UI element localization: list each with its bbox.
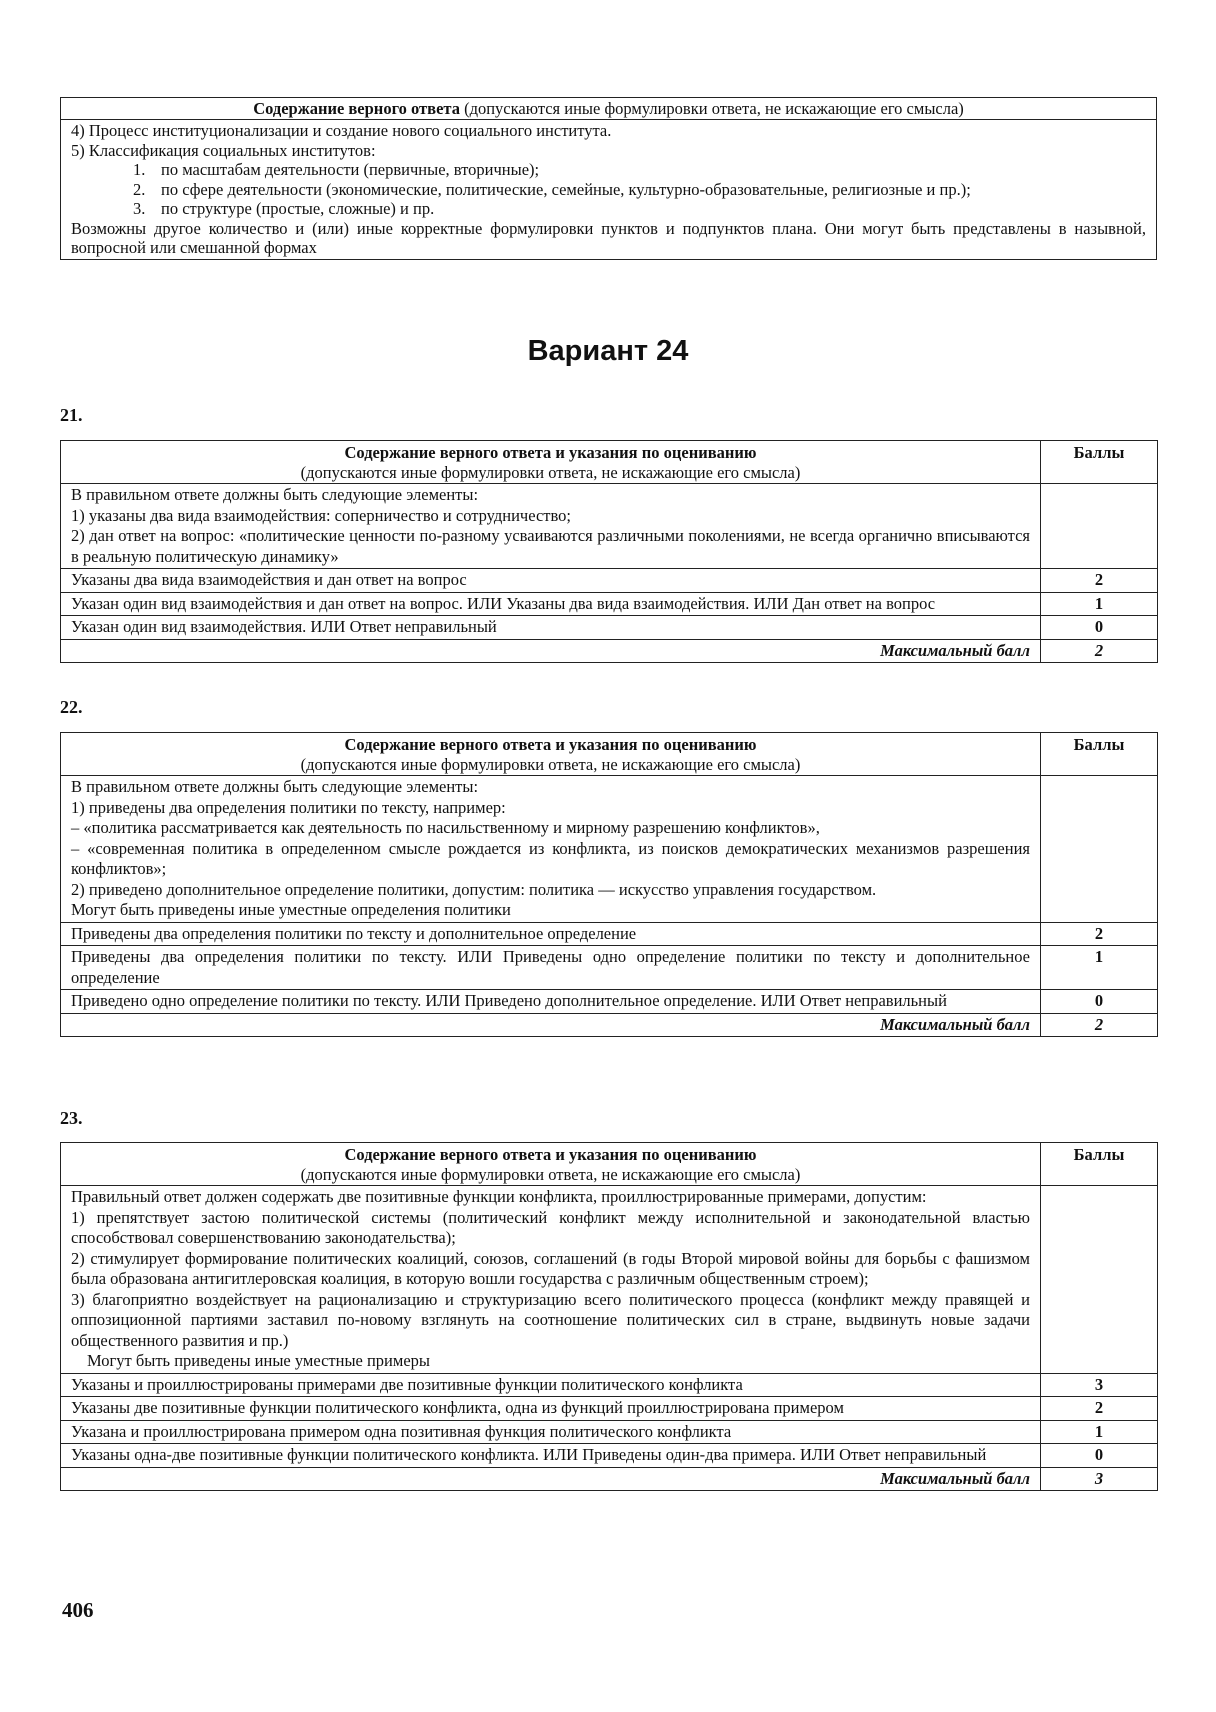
question-number-23: 23. — [60, 1108, 83, 1128]
content-line: Могут быть приведены иные уместные примеры — [87, 1351, 430, 1370]
criterion-score: 0 — [1041, 616, 1158, 640]
plan-header-rest: (допускаются иные формулировки ответа, не искажающие его смысла) — [459, 99, 964, 118]
question-number-22: 22. — [60, 697, 83, 717]
empty-score-cell — [1041, 1186, 1158, 1374]
answer-content — [61, 1186, 1041, 1374]
criteria-header-note: (допускаются иные формулировки ответа, не искажающие его смысла) — [300, 463, 801, 482]
plan-answer-table — [60, 97, 1157, 260]
plan-item-5: 5) Классификация социальных институтов: — [71, 140, 376, 160]
criterion-score: 1 — [1041, 1420, 1158, 1444]
max-score-label: Максимальный балл — [61, 1013, 1041, 1037]
criterion-text: Указан один вид взаимодействия и дан ответ на вопрос. ИЛИ Указаны два вида взаимодействия. ИЛИ Дан ответ на вопрос — [61, 592, 1041, 616]
table-row — [61, 1373, 1158, 1397]
plan-subitem-number: 2. — [133, 179, 146, 199]
variant-title: Вариант 24 — [527, 335, 689, 367]
plan-subitem-number: 1. — [133, 160, 146, 179]
table-row — [61, 922, 1158, 946]
table-row — [61, 946, 1158, 990]
plan-note: Возможны другое количество и (или) иные корректные формулировки пунктов и подпунктов плана. Они могут быть представлены в назывной, вопросной или смешанной формах — [71, 218, 1146, 257]
table-row — [61, 569, 1158, 593]
max-score-label: Максимальный балл — [61, 639, 1041, 663]
plan-subitem-number: 3. — [133, 199, 146, 218]
criteria-header-title: Содержание верного ответа и указания по оцениванию — [344, 443, 757, 462]
max-score-row — [61, 639, 1158, 663]
criteria-header — [61, 1143, 1041, 1186]
table-row — [61, 592, 1158, 616]
criterion-text: Указаны одна-две позитивные функции политического конфликта. ИЛИ Приведены один-два примера. ИЛИ Ответ неправильный — [61, 1444, 1041, 1468]
criterion-text: Указаны два вида взаимодействия и дан ответ на вопрос — [61, 569, 1041, 593]
plan-subitem — [71, 180, 1146, 200]
plan-subitem-text: по масштабам деятельности (первичные, вторичные); — [161, 160, 540, 179]
plan-subitem — [71, 160, 1146, 180]
points-header: Баллы — [1041, 441, 1158, 484]
plan-table-body — [61, 120, 1157, 260]
criteria-header-title: Содержание верного ответа и указания по оцениванию — [344, 1145, 757, 1164]
plan-item-4: 4) Процесс институционализации и создание нового социального института. — [71, 121, 612, 140]
table-row — [61, 616, 1158, 640]
content-line: В правильном ответе должны быть следующие элементы: — [71, 485, 479, 504]
criterion-score: 2 — [1041, 569, 1158, 593]
max-score-value: 2 — [1041, 639, 1158, 663]
plan-subitem-text: по сфере деятельности (экономические, политические, семейные, культурно-образовательные, религиозные и пр.); — [161, 179, 971, 199]
answer-content — [61, 776, 1041, 923]
empty-score-cell — [1041, 484, 1158, 569]
page-number: 406 — [62, 1598, 94, 1622]
content-line: 3) благоприятно воздействует на рационализацию и структуризацию всего политического процесса (конфликт между правящей и оппозиционной партиями заставил по-новому взглянуть на соотношение политических сил в стране, выдвинуть новые задачи общественного развития и пр.) — [71, 1289, 1030, 1350]
table-row — [61, 990, 1158, 1014]
content-line: В правильном ответе должны быть следующие элементы: — [71, 777, 479, 796]
plan-subitem-text: по структуре (простые, сложные) и пр. — [161, 199, 435, 218]
criterion-score: 2 — [1041, 1397, 1158, 1421]
max-score-row — [61, 1467, 1158, 1491]
content-line: – «политика рассматривается как деятельность по насильственному и мирному разрешению конфликтов», — [71, 818, 820, 837]
max-score-row — [61, 1013, 1158, 1037]
criteria-table-22 — [60, 732, 1158, 1037]
criterion-score: 1 — [1041, 592, 1158, 616]
table-row — [61, 1397, 1158, 1421]
content-line: – «современная политика в определенном смысле рождается из конфликта, из поисков демократических механизмов разрешения конфликтов»; — [71, 838, 1030, 878]
criteria-header-note: (допускаются иные формулировки ответа, не искажающие его смысла) — [300, 755, 801, 774]
criteria-table-23 — [60, 1142, 1158, 1491]
content-line: Правильный ответ должен содержать две позитивные функции конфликта, проиллюстрированные примерами, допустим: — [71, 1187, 927, 1206]
plan-table-header — [61, 98, 1157, 120]
content-line: 1) приведены два определения политики по тексту, например: — [71, 797, 506, 817]
content-line: 1) указаны два вида взаимодействия: соперничество и сотрудничество; — [71, 505, 572, 525]
points-header: Баллы — [1041, 1143, 1158, 1186]
empty-score-cell — [1041, 776, 1158, 923]
criteria-header — [61, 733, 1041, 776]
criterion-text: Указан один вид взаимодействия. ИЛИ Ответ неправильный — [61, 616, 1041, 640]
criterion-score: 1 — [1041, 946, 1158, 990]
content-line: 1) препятствует застою политической системы (политический конфликт между исполнительной и законодательной властью способствовал совершенствованию законодательства); — [71, 1207, 1030, 1247]
criterion-score: 3 — [1041, 1373, 1158, 1397]
plan-header-bold: Содержание верного ответа — [253, 99, 460, 118]
max-score-value: 3 — [1041, 1467, 1158, 1491]
content-line: Могут быть приведены иные уместные определения политики — [71, 900, 511, 919]
table-row — [61, 1444, 1158, 1468]
criterion-score: 2 — [1041, 922, 1158, 946]
criterion-text: Указаны две позитивные функции политического конфликта, одна из функций проиллюстрирована примером — [61, 1397, 1041, 1421]
criterion-text: Приведены два определения политики по тексту и дополнительное определение — [61, 922, 1041, 946]
answer-content — [61, 484, 1041, 569]
criteria-header-note: (допускаются иные формулировки ответа, не искажающие его смысла) — [300, 1165, 801, 1184]
criterion-text: Приведены два определения политики по тексту. ИЛИ Приведены одно определение политики по тексту и дополнительное определение — [61, 946, 1041, 990]
criteria-header-title: Содержание верного ответа и указания по оцениванию — [344, 735, 757, 754]
criterion-score: 0 — [1041, 1444, 1158, 1468]
criteria-header — [61, 441, 1041, 484]
content-line: 2) дан ответ на вопрос: «политические ценности по-разному усваиваются различными поколениями, не всегда органично вписываются в реальную политическую динамику» — [71, 526, 1030, 566]
criteria-table-21 — [60, 440, 1158, 663]
plan-subitem — [71, 199, 1146, 219]
content-line: 2) приведено дополнительное определение политики, допустим: политика — искусство управления государством. — [71, 879, 877, 899]
criterion-text: Указаны и проиллюстрированы примерами две позитивные функции политического конфликта — [61, 1373, 1041, 1397]
max-score-label: Максимальный балл — [61, 1467, 1041, 1491]
question-number-21: 21. — [60, 405, 83, 425]
criterion-score: 0 — [1041, 990, 1158, 1014]
criterion-text: Приведено одно определение политики по тексту. ИЛИ Приведено дополнительное определение. ИЛИ Ответ неправильный — [61, 990, 1041, 1014]
points-header: Баллы — [1041, 733, 1158, 776]
content-line: 2) стимулирует формирование политических коалиций, союзов, соглашений (в годы Второй мировой войны для борьбы с фашизмом была образована антигитлеровская коалиция, в которую вошли государства с различным общественным строем); — [71, 1248, 1030, 1288]
max-score-value: 2 — [1041, 1013, 1158, 1037]
criterion-text: Указана и проиллюстрирована примером одна позитивная функция политического конфликта — [61, 1420, 1041, 1444]
table-row — [61, 1420, 1158, 1444]
